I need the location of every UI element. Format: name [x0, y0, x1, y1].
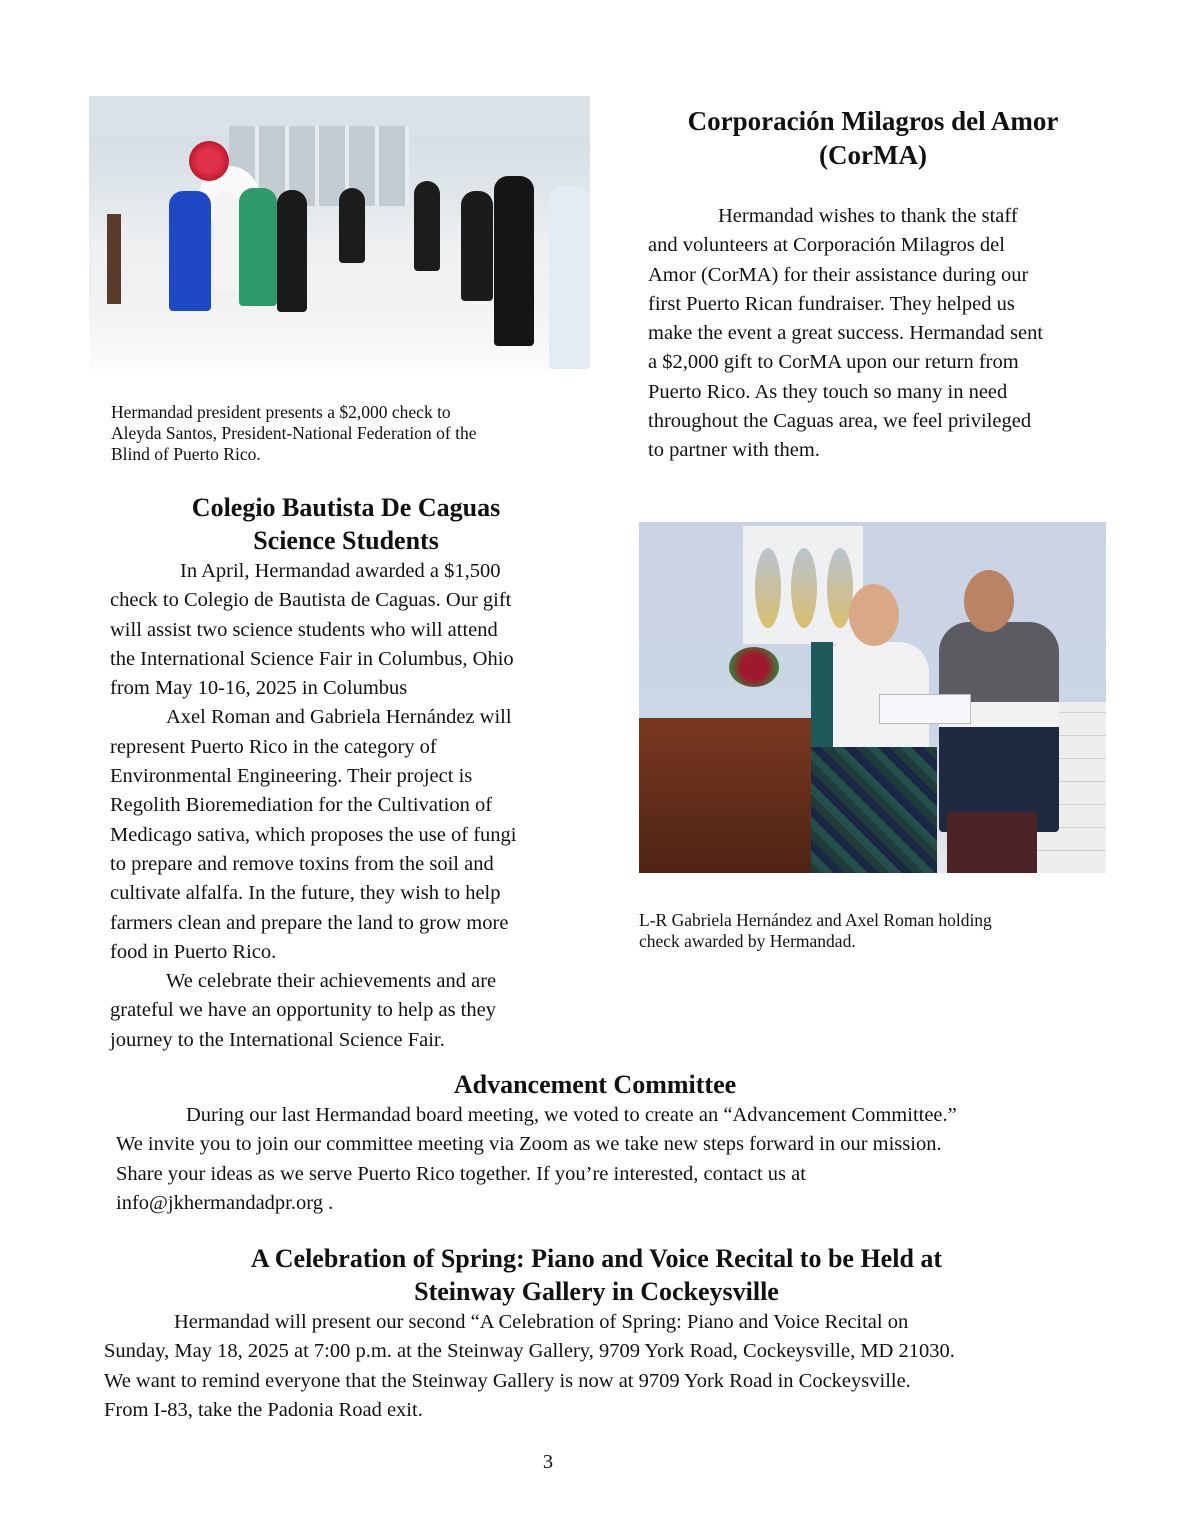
photo-person: [494, 176, 534, 346]
body-line: Puerto Rico. As they touch so many in need: [648, 380, 1008, 403]
photo-leaf: [791, 548, 817, 628]
photo-wall-art: [743, 526, 863, 644]
body-line: a $2,000 gift to CorMA upon our return from: [648, 351, 1019, 374]
colegio-heading: [110, 491, 582, 557]
colegio-paragraph-2: [110, 703, 582, 967]
body-line: We celebrate their achievements and are: [166, 970, 497, 993]
caption-line: Aleyda Santos, President-National Federation of the: [111, 423, 477, 443]
advancement-section: [110, 1068, 1080, 1218]
corma-heading: [640, 104, 1106, 172]
photo-student-head: [964, 570, 1014, 632]
heading-line: A Celebration of Spring: Piano and Voice Recital to be Held at: [250, 1244, 943, 1273]
body-line: Share your ideas as we serve Puerto Rico together. If you’re interested, contact us at: [116, 1162, 806, 1185]
photo-person: [277, 190, 307, 312]
photo-podium: [107, 214, 121, 304]
body-line: Hermandad will present our second “A Celebration of Spring: Piano and Voice Recital on: [174, 1311, 909, 1333]
heading-line: (CorMA): [819, 140, 927, 170]
body-line: the International Science Fair in Columbus, Ohio: [110, 647, 514, 670]
body-line: Regolith Bioremediation for the Cultivation of: [110, 794, 493, 817]
body-line: to partner with them.: [648, 439, 820, 462]
colegio-paragraph-3: [110, 967, 582, 1055]
advancement-heading: Advancement Committee: [453, 1070, 737, 1099]
body-line: throughout the Caguas area, we feel privileged: [648, 410, 1032, 433]
body-line: Sunday, May 18, 2025 at 7:00 p.m. at the Steinway Gallery, 9709 York Road, Cockeysville, MD 21030.: [104, 1340, 955, 1363]
body-line: During our last Hermandad board meeting, we voted to create an “Advancement Committee.”: [186, 1104, 957, 1126]
photo-student-head: [849, 584, 899, 646]
body-line: and volunteers at Corporación Milagros del: [648, 234, 1005, 257]
recital-section: [104, 1242, 1089, 1425]
email-link[interactable]: info@jkhermandadpr.org .: [116, 1191, 334, 1214]
body-line: represent Puerto Rico in the category of: [110, 735, 437, 758]
page-number: 3: [542, 1451, 554, 1473]
photo-desk: [639, 718, 839, 873]
photo-student-skirt: [811, 747, 937, 873]
body-line: check to Colegio de Bautista de Caguas. Our gift: [110, 589, 512, 612]
advancement-body: [110, 1101, 1080, 1218]
body-line: Amor (CorMA) for their assistance during our: [648, 263, 1029, 286]
recital-heading: [104, 1242, 1089, 1308]
body-line: to prepare and remove toxins from the soil and: [110, 852, 494, 875]
students-photo-caption: [639, 910, 1099, 952]
photo-student-boy: [939, 622, 1059, 832]
photo-student-pants: [947, 812, 1037, 873]
heading-line: Steinway Gallery in Cockeysville: [414, 1277, 779, 1306]
caption-line: Hermandad president presents a $2,000 check to: [111, 402, 451, 422]
photo-person-green: [239, 188, 277, 306]
photo-check: [879, 694, 971, 724]
caption-line: L-R Gabriela Hernández and Axel Roman holding: [639, 910, 992, 930]
students-photo: [639, 522, 1106, 873]
photo-person: [549, 186, 590, 369]
colegio-section: [110, 491, 582, 1055]
body-line: Axel Roman and Gabriela Hernández will: [166, 706, 512, 729]
body-line: farmers clean and prepare the land to grow more: [110, 911, 509, 934]
photo-balloons: [189, 141, 229, 181]
photo-leaf: [755, 548, 781, 628]
caption-line: Blind of Puerto Rico.: [111, 444, 261, 464]
body-line: make the event a great success. Hermandad sent: [648, 322, 1044, 345]
body-line: In April, Hermandad awarded a $1,500: [180, 560, 501, 582]
body-line: journey to the International Science Fair.: [110, 1028, 445, 1051]
body-line: Medicago sativa, which proposes the use of fungi: [110, 823, 517, 846]
recital-body: [104, 1308, 1089, 1425]
photo-flowers: [729, 647, 779, 687]
body-line: cultivate alfalfa. In the future, they wish to help: [110, 882, 501, 905]
heading-line: Corporación Milagros del Amor: [687, 106, 1059, 136]
body-line: from May 10-16, 2025 in Columbus: [110, 677, 408, 700]
body-line: food in Puerto Rico.: [110, 940, 277, 963]
body-line: Hermandad wishes to thank the staff: [718, 205, 1018, 227]
corma-section: [640, 104, 1106, 466]
body-line: grateful we have an opportunity to help as they: [110, 999, 496, 1022]
event-photo: [89, 96, 590, 369]
caption-line: check awarded by Hermandad.: [639, 931, 856, 951]
event-photo-caption: [111, 402, 581, 465]
body-line: first Puerto Rican fundraiser. They helped us: [648, 292, 1015, 315]
corma-body: [640, 202, 1106, 466]
photo-person: [461, 191, 493, 301]
body-line: will assist two science students who will attend: [110, 618, 498, 641]
photo-person: [339, 188, 365, 263]
body-line: From I-83, take the Padonia Road exit.: [104, 1398, 423, 1421]
photo-person: [414, 181, 440, 271]
colegio-paragraph-1: [110, 557, 582, 703]
photo-person-blue: [169, 191, 211, 311]
heading-line: Colegio Bautista De Caguas: [191, 493, 501, 522]
body-line: We invite you to join our committee meeting via Zoom as we take new steps forward in our mission.: [116, 1133, 942, 1156]
body-line: Environmental Engineering. Their project is: [110, 765, 473, 788]
photo-person: [214, 191, 240, 291]
heading-line: Science Students: [253, 526, 439, 555]
body-line: We want to remind everyone that the Steinway Gallery is now at 9709 York Road in Cockeysville.: [104, 1369, 911, 1392]
